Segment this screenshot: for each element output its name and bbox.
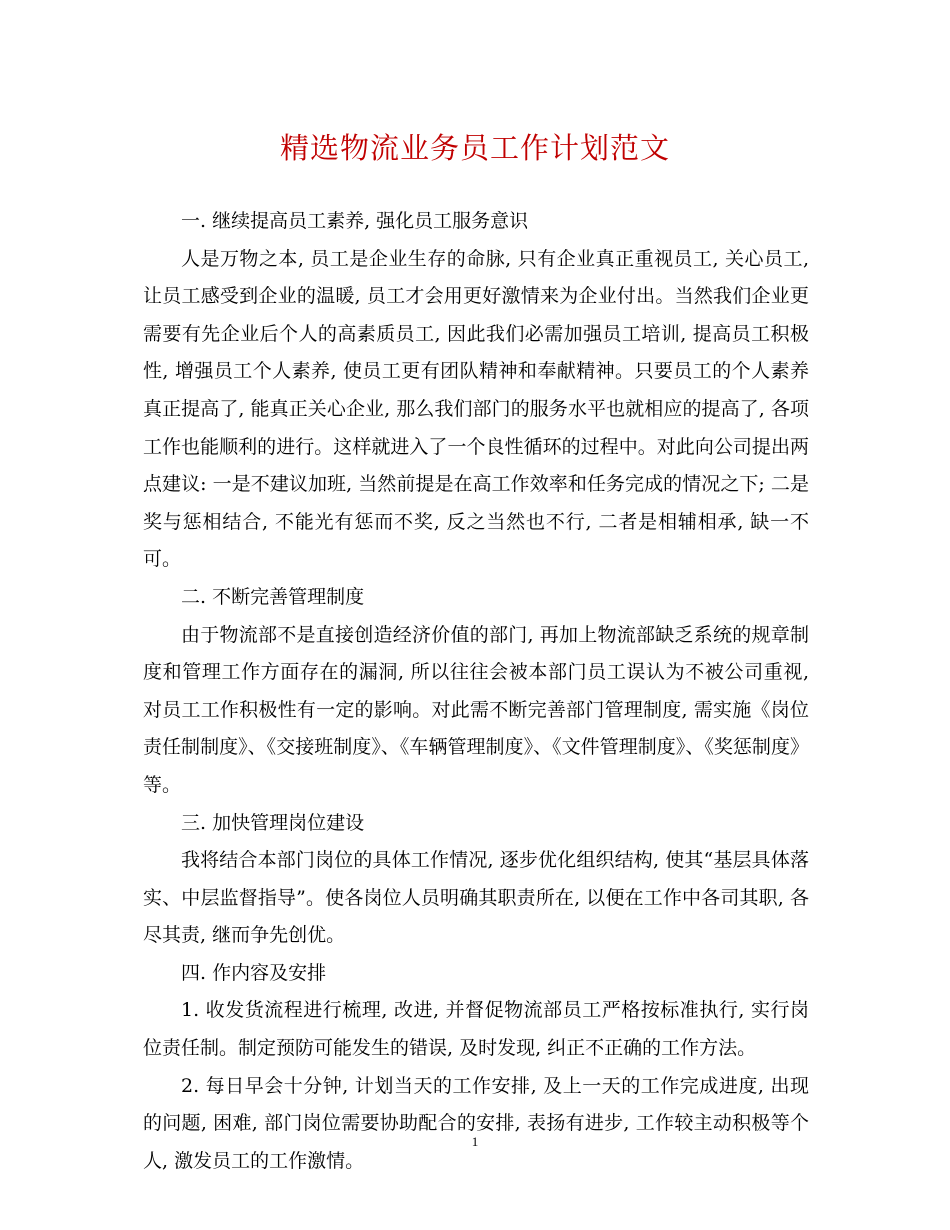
- section-heading-3: 三. 加快管理岗位建设: [181, 811, 365, 834]
- section-heading-1: 一. 继续提高员工素养, 强化员工服务意识: [181, 210, 529, 232]
- document-body: [143, 203, 809, 1180]
- list-item: 1. 收发货流程进行梳理, 改进, 并督促物流部员工严格按标准执行, 实行岗位责任制。制定预防可能发生的错误, 及时发现, 纠正不正确的工作方法。: [143, 999, 809, 1060]
- body-paragraph: 由于物流部不是直接创造经济价值的部门, 再加上物流部缺乏系统的规章制度和管理工作方面存在的漏洞, 所以往往会被本部门员工误认为不被公司重视, 对员工工作积极性有一定的影响。对此需不断完善部门管理制度, 需实施《岗位责任制制度》、《交接班制度》、《车辆管理制度》、《文件管理制度》、《奖惩制度》等。: [143, 623, 809, 796]
- body-paragraph: 人是万物之本, 员工是企业生存的命脉, 只有企业真正重视员工, 关心员工, 让员工感受到企业的温暖, 员工才会用更好激情来为企业付出。当然我们企业更需要有先企业后个人的高素质员工, 因此我们必需加强员工培训, 提高员工积极性, 增强员工个人素养, 使员工更有团队精神和奉献精神。只要员工的个人素养真正提高了, 能真正关心企业, 那么我们部门的服务水平也就相应的提高了, 各项工作也能顺利的进行。这样就进入了一个良性循环的过程中。对此向公司提出两点建议: 一是不建议加班, 当然前提是在高工作效率和任务完成的情况之下; 二是奖与惩相结合, 不能光有惩而不奖, 反之当然也不行, 二者是相辅相承, 缺一不可。: [143, 247, 809, 571]
- list-item: 2. 每日早会十分钟, 计划当天的工作安排, 及上一天的工作完成进度, 出现的问题, 困难, 部门岗位需要协助配合的安排, 表扬有进步, 工作较主动积极等个人, 激发员工的工作激情。: [143, 1074, 809, 1172]
- page-number: 1: [471, 1134, 479, 1149]
- body-paragraph: 我将结合本部门岗位的具体工作情况, 逐步优化组织结构, 使其“基层具体落实、中层监督指导”。使各岗位人员明确其职责所在, 以便在工作中各司其职, 各尽其责, 继而争先创优。: [143, 849, 809, 947]
- section-heading-2: 二. 不断完善管理制度: [181, 585, 365, 608]
- section-heading-4: 四. 作内容及安排: [181, 961, 327, 984]
- document-title: 精选物流业务员工作计划范文: [279, 131, 670, 165]
